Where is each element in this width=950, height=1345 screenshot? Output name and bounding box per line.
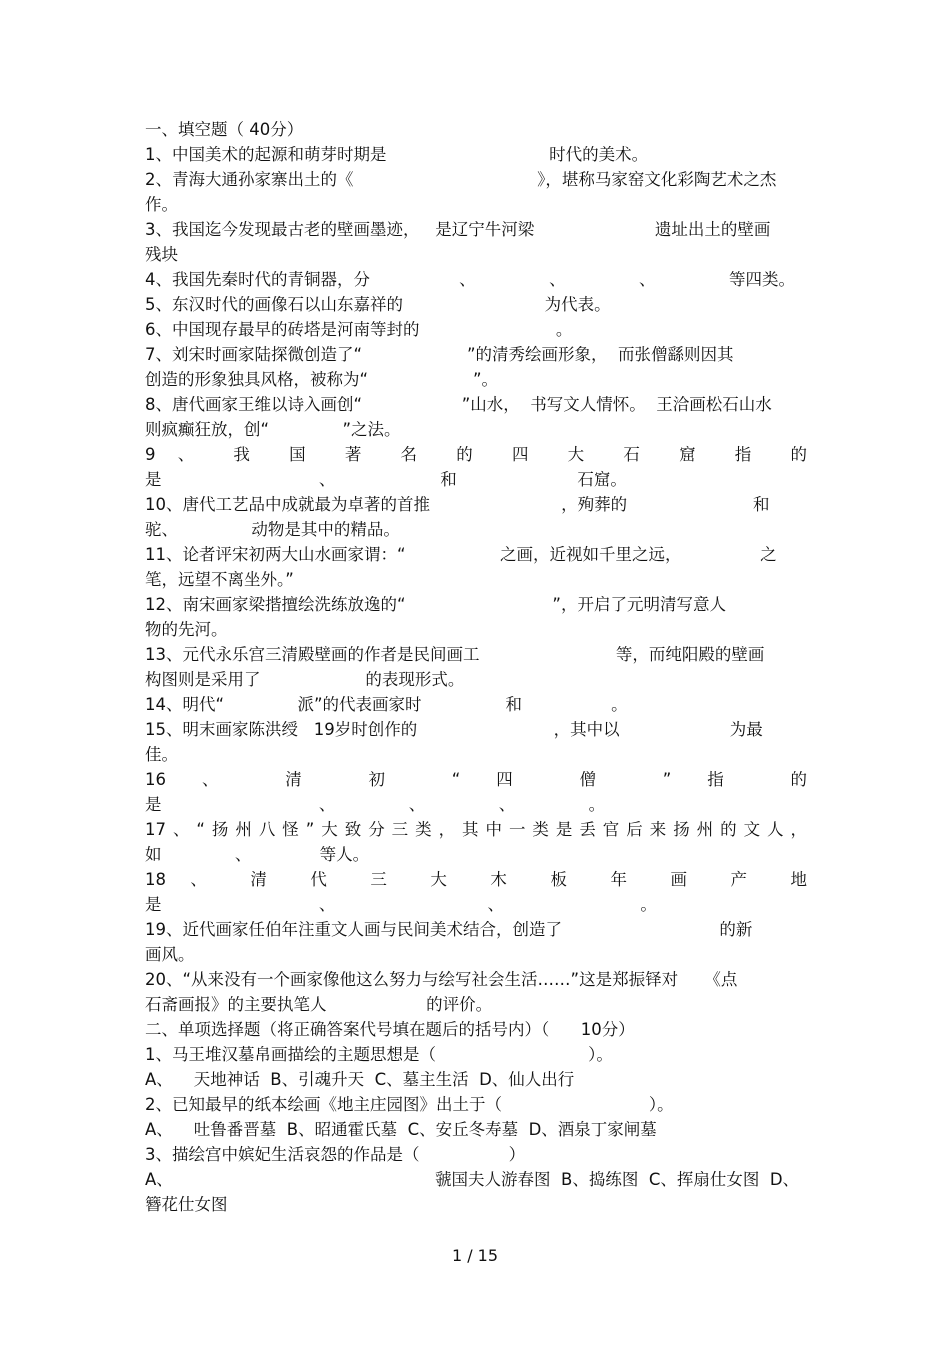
question-line: 是 、 和 石窟。 <box>145 470 627 489</box>
question-line: 10、唐代工艺品中成就最为卓著的首推 ，殉葬的 和 <box>145 495 770 514</box>
question-line: 19、近代画家任伯年注重文人画与民间美术结合，创造了 的新 <box>145 920 753 939</box>
question-line: 13、元代永乐宫三清殿壁画的作者是民间画工 等，而纯阳殿的壁画 <box>145 645 765 664</box>
question-line: 16 、 清 初 “ 四 僧 ” 指 的 <box>145 770 807 789</box>
page-number: 1 / 15 <box>451 1246 499 1265</box>
question-line: 物的先河。 <box>145 620 228 639</box>
question-line: 2、青海大通孙家寨出土的《 》，堪称马家窑文化彩陶艺术之杰 <box>145 170 777 189</box>
answer-options: A、 天地神话 B、引魂升天 C、墓主生活 D、仙人出行 <box>145 1070 575 1089</box>
question-line: 17、“扬州八怪”大致分三类，其中一类是丢官后来扬州的文人， <box>145 820 807 839</box>
question-line: 12、南宋画家梁揩擅绘洗练放逸的“ ”，开启了元明清写意人 <box>145 595 726 614</box>
question-line: 创造的形象独具风格，被称为“ ”。 <box>145 370 498 389</box>
question-line: 驼、 动物是其中的精品。 <box>145 520 400 539</box>
question-line: 1、中国美术的起源和萌芽时期是 时代的美术。 <box>145 145 649 164</box>
question-line: 2、已知最早的纸本绘画《地主庄园图》出土于（ ）。 <box>145 1095 674 1114</box>
question-line: 3、我国迄今发现最古老的壁画墨迹， 是辽宁牛河梁 遗址出土的壁画 <box>145 220 771 239</box>
question-line: 1、马王堆汉墓帛画描绘的主题思想是（ ）。 <box>145 1045 613 1064</box>
section-heading-single-choice: 二、单项选择题（将正确答案代号填在题后的括号内）（ 10分） <box>145 1020 635 1039</box>
question-line: 则疯癫狂放，创“ ”之法。 <box>145 420 401 439</box>
question-line: 作。 <box>145 195 178 214</box>
answer-options: 簪花仕女图 <box>145 1195 228 1214</box>
question-line: 9 、 我 国 著 名 的 四 大 石 窟 指 的 <box>145 445 807 464</box>
question-line: 18 、 清 代 三 大 木 板 年 画 产 地 <box>145 870 807 889</box>
question-line: 20、“从来没有一个画家像他这么努力与绘写社会生活……”这是郑振铎对 《点 <box>145 970 738 989</box>
question-line: 画风。 <box>145 945 195 964</box>
question-line: 6、中国现存最早的砖塔是河南等封的 。 <box>145 320 573 339</box>
question-line: 是 、 、 。 <box>145 895 657 914</box>
question-line: 4、我国先秦时代的青铜器，分 、 、 、 等四类。 <box>145 270 795 289</box>
question-line: 3、描绘宫中嫔妃生活哀怨的作品是（ ） <box>145 1145 526 1164</box>
question-line: 5、东汉时代的画像石以山东嘉祥的 为代表。 <box>145 295 611 314</box>
question-line: 8、唐代画家王维以诗入画创“ ”山水， 书写文人情怀。 王洽画松石山水 <box>145 395 772 414</box>
question-line: 15、明末画家陈洪绶 19岁时创作的 ，其中以 为最 <box>145 720 763 739</box>
question-line: 佳。 <box>145 745 178 764</box>
question-line: 7、刘宋时画家陆探微创造了“ ”的清秀绘画形象， 而张僧繇则因其 <box>145 345 734 364</box>
answer-options: A、 吐鲁番晋墓 B、昭通霍氏墓 C、安丘冬寿墓 D、酒泉丁家闸墓 <box>145 1120 657 1139</box>
question-line: 构图则是采用了 的表现形式。 <box>145 670 465 689</box>
question-line: 是 、 、 、 。 <box>145 795 606 814</box>
answer-options: A、 虢国夫人游春图 B、捣练图 C、挥扇仕女图 D、 <box>145 1170 800 1189</box>
question-line: 11、论者评宋初两大山水画家谓：“ 之画，近视如千里之远， 之 <box>145 545 777 564</box>
question-line: 残块 <box>145 245 178 264</box>
question-line: 石斋画报》的主要执笔人 的评价。 <box>145 995 493 1014</box>
question-line: 笔，远望不离坐外。” <box>145 570 294 589</box>
question-line: 如 、 等人。 <box>145 845 370 864</box>
question-line: 14、明代“ 派”的代表画家时 和 。 <box>145 695 628 714</box>
section-heading-fill-blank: 一、填空题（ 40分） <box>145 120 304 139</box>
